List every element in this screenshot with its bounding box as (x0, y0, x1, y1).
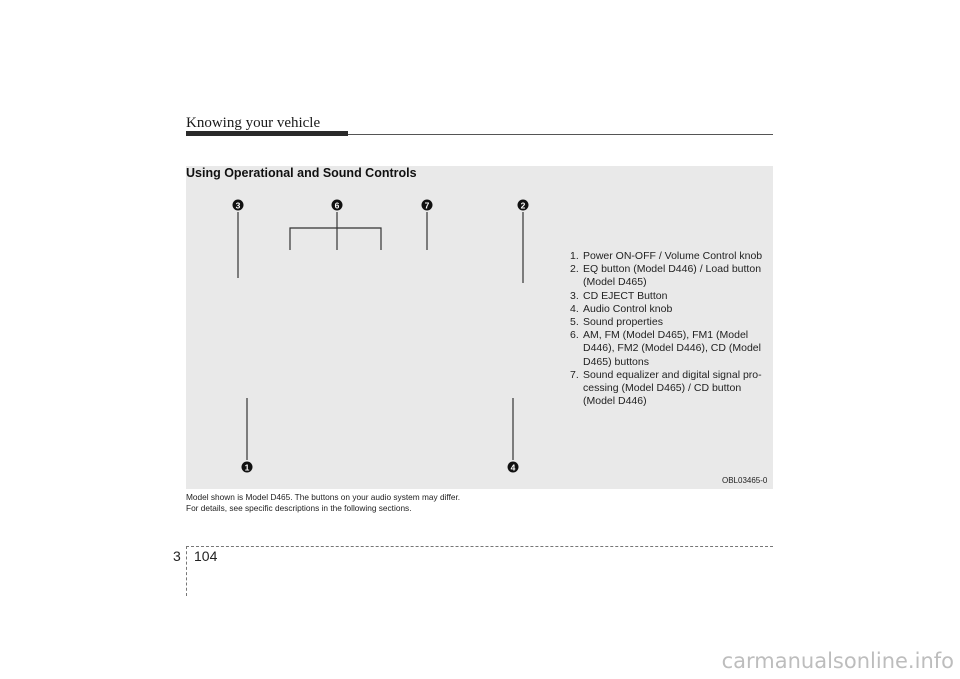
legend-num: 6. (570, 329, 579, 342)
legend-num: 3. (570, 289, 579, 302)
callout-marker-2 (518, 200, 529, 211)
callout-label-1: 1 (244, 462, 250, 473)
callout-label-7: 7 (424, 200, 430, 211)
callout-marker-7 (422, 200, 433, 211)
page-number: 104 (194, 548, 218, 564)
figure-caption (186, 492, 460, 514)
figure-code: OBL03465-0 (722, 476, 768, 485)
legend-text: Audio Control knob (583, 302, 673, 315)
legend-num: 5. (570, 316, 579, 329)
callout-marker-4 (508, 462, 519, 473)
section-title: Using Operational and Sound Controls (186, 166, 417, 180)
chapter-number: 3 (173, 548, 181, 564)
legend-text: EQ button (Model D446) / Load button (Model D465) (583, 263, 762, 289)
bracket-6 (290, 228, 381, 250)
callout-marker-3 (233, 200, 244, 211)
callout-label-3: 3 (235, 200, 241, 211)
legend-item-6 (570, 329, 770, 369)
legend-text: Sound properties (583, 316, 663, 329)
legend-item-7 (570, 369, 770, 409)
callout-label-2: 2 (520, 200, 526, 211)
legend-item-2 (570, 263, 770, 289)
legend-item-5 (570, 316, 770, 329)
legend-text: Sound equalizer and digital signal pro-cessing (Model D465) / CD button (Model D446) (583, 368, 762, 408)
watermark: carmanualsonline.info (721, 649, 954, 673)
legend-num: 2. (570, 263, 579, 276)
legend-num: 4. (570, 302, 579, 315)
legend-text: Power ON-OFF / Volume Control knob (583, 250, 763, 262)
caption-line-1: Model shown is Model D465. The buttons on your audio system may differ. (186, 492, 461, 502)
caption-line-2: For details, see specific descriptions in the following sections. (186, 503, 412, 513)
legend-text: CD EJECT Button (583, 289, 668, 302)
legend-num: 1. (570, 250, 579, 262)
legend-item-1 (570, 250, 770, 263)
footer-rule (186, 546, 773, 547)
callout-label-4: 4 (510, 462, 516, 473)
legend-num: 7. (570, 368, 579, 381)
header-title: Knowing your vehicle (186, 115, 321, 131)
legend-item-3 (570, 290, 770, 303)
footer-vertical-rule (186, 546, 187, 596)
callout-marker-1 (242, 462, 253, 473)
legend-list (570, 250, 770, 408)
callout-marker-6 (332, 200, 343, 211)
callout-label-6: 6 (334, 200, 340, 211)
legend-text: AM, FM (Model D465), FM1 (Model D446), FM2 (Model D446), CD (Model D465) buttons (583, 329, 761, 368)
legend-item-4 (570, 303, 770, 316)
